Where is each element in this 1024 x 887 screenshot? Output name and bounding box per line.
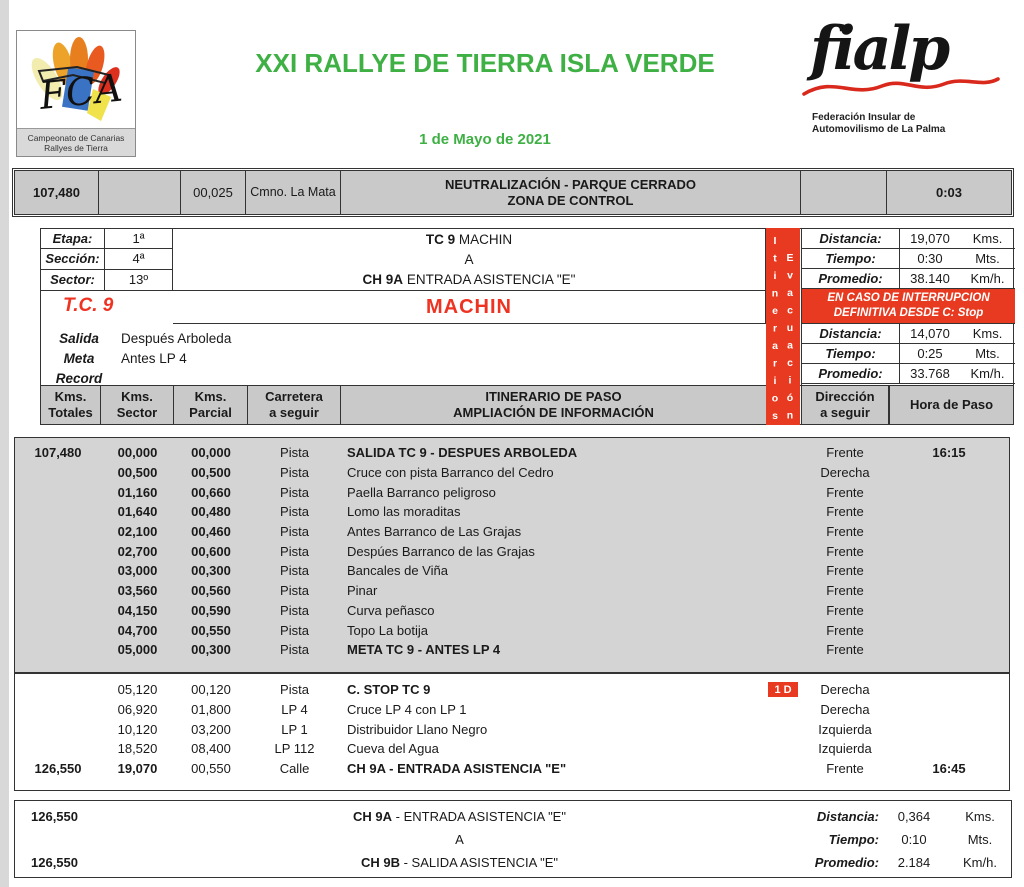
event-date: 1 de Mayo de 2021	[419, 131, 551, 148]
metric-value: 14,070	[910, 326, 950, 341]
cell-carretera: Pista	[280, 484, 309, 500]
route-summary	[173, 229, 766, 291]
cell-direccion: Frente	[826, 563, 864, 579]
header-line: a seguir	[820, 405, 870, 420]
itinerary-row	[15, 601, 1009, 621]
summary-metric-value: 0,364	[897, 809, 931, 824]
header-line: Dirección	[815, 389, 875, 404]
metric-label: Distancia:	[802, 324, 900, 343]
cell-kms-parcial: 00,480	[191, 504, 231, 520]
header-kms-parcial	[174, 386, 248, 424]
summary-row	[15, 805, 1011, 828]
cell-descripcion: Cruce LP 4 con LP 1	[347, 702, 467, 718]
itinerary-row	[15, 739, 1009, 759]
itinerary-row	[15, 719, 1009, 739]
interruption-notice	[802, 289, 1015, 324]
cell-kms-sector: 10,120	[117, 721, 158, 737]
stage-points	[45, 328, 545, 388]
meta-row	[45, 348, 545, 368]
cell-kms-parcial: 00,500	[191, 465, 231, 481]
stage-info-block	[40, 228, 1014, 385]
cell-badge	[753, 603, 801, 618]
summary-metric-label: Promedio:	[814, 855, 879, 870]
cell-badge	[753, 504, 801, 519]
cell-kms-parcial: 08,400	[191, 741, 231, 757]
itinerary-section-liaison	[14, 673, 1010, 791]
etapa-label: Etapa:	[41, 229, 105, 248]
sector-row	[41, 270, 172, 290]
cell-kms-parcial: 00,660	[191, 484, 231, 500]
cell-carretera: Pista	[280, 445, 309, 461]
cell-badge	[753, 761, 801, 776]
cell-badge	[753, 465, 801, 480]
fca-caption-line2: Rallyes de Tierra	[44, 142, 108, 153]
cell-kms-parcial: 00,560	[191, 583, 231, 599]
cell-hora: 16:45	[932, 761, 966, 777]
cell-badge	[753, 445, 801, 460]
cell-direccion: Frente	[826, 622, 864, 638]
cell-kms-sector: 00,000	[117, 445, 158, 461]
cell-badge	[753, 702, 801, 717]
metric-value: 0:25	[917, 346, 943, 361]
scan-edge	[0, 0, 9, 887]
fialp-caption	[812, 112, 945, 135]
neutral-title-line2: ZONA DE CONTROL	[507, 192, 634, 208]
route-from-code: TC 9	[425, 232, 456, 247]
summary-metric-unit: Km/h.	[963, 855, 997, 870]
cell-direccion: Izquierda	[818, 741, 872, 757]
cell-kms-sector: 02,100	[117, 524, 158, 540]
cell-carretera: Pista	[280, 682, 309, 698]
neutral-kms-sector	[99, 171, 181, 214]
itinerary-row	[15, 443, 1009, 463]
record-label: Record	[55, 370, 103, 386]
direction-badge: 1 D	[768, 682, 798, 697]
metric-value: 38.140	[910, 271, 950, 286]
header-carretera	[248, 386, 341, 424]
cell-kms-parcial: 00,300	[191, 563, 231, 579]
salida-row	[45, 328, 545, 348]
neutral-kms-parcial: 00,025	[181, 171, 246, 214]
cell-carretera: Pista	[280, 602, 309, 618]
summary-metric-value: 0:10	[901, 832, 927, 847]
summary-code: CH 9B	[360, 855, 400, 870]
tc-name-cell	[173, 291, 766, 324]
cell-badge	[753, 544, 801, 559]
cell-carretera: Pista	[280, 524, 309, 540]
header-direccion	[801, 386, 889, 424]
neutral-kms-totales: 107,480	[15, 171, 99, 214]
cell-kms-sector: 00,500	[117, 465, 158, 481]
summary-metric-value: 2.184	[897, 855, 931, 870]
metric-label: Distancia:	[802, 229, 900, 248]
cell-badge	[753, 524, 801, 539]
itinerary-row	[15, 680, 1009, 700]
cell-descripcion: Distribuidor Llano Negro	[347, 721, 488, 737]
cell-badge	[753, 623, 801, 638]
neutral-title-line1: NEUTRALIZACIÓN - PARQUE CERRADO	[444, 176, 697, 192]
cell-descripcion: Antes Barranco de Las Grajas	[347, 524, 522, 540]
cell-carretera: Pista	[280, 465, 309, 481]
cell-kms-parcial: 00,000	[191, 445, 231, 461]
cell-descripcion: Cueva del Agua	[347, 741, 439, 757]
metric-value: 19,070	[910, 231, 950, 246]
route-link: A	[464, 252, 474, 267]
cell-kms-sector: 04,150	[117, 602, 158, 618]
itinerary-row	[15, 502, 1009, 522]
cell-badge	[753, 642, 801, 657]
summary-rest: A	[455, 832, 464, 847]
summary-rest: - ENTRADA ASISTENCIA "E"	[392, 809, 566, 824]
metric-unit: Km/h.	[970, 366, 1005, 381]
cell-descripcion: C. STOP TC 9	[347, 682, 431, 698]
cell-direccion: Frente	[826, 642, 864, 658]
header-line: Kms.	[194, 389, 227, 404]
itinerary-row	[15, 561, 1009, 581]
assistance-summary-block	[14, 800, 1012, 878]
metric-value: 0:30	[917, 251, 943, 266]
cell-badge	[753, 722, 801, 737]
cell-descripcion: Despúes Barranco de las Grajas	[347, 543, 535, 559]
cell-kms-parcial: 03,200	[191, 721, 231, 737]
itinerary-row	[15, 522, 1009, 542]
cell-kms-parcial: 00,590	[191, 602, 231, 618]
cell-carretera: LP 4	[281, 702, 308, 718]
metric-unit: Kms.	[972, 231, 1003, 246]
itinerary-row	[15, 640, 1009, 660]
cell-direccion: Izquierda	[818, 721, 872, 737]
cell-direccion: Frente	[826, 504, 864, 520]
cell-badge	[753, 563, 801, 578]
header-line: Kms.	[121, 389, 153, 404]
cell-descripcion: CH 9A - ENTRADA ASISTENCIA "E"	[347, 761, 567, 777]
cell-descripcion: Paella Barranco peligroso	[347, 484, 496, 500]
cell-carretera: Pista	[280, 642, 309, 658]
band-word-itinerarios: Itinerarios	[769, 235, 781, 428]
metric-row	[802, 364, 1015, 384]
metric-row	[802, 229, 1015, 249]
metric-value: 33.768	[910, 366, 950, 381]
notice-line1: EN CASO DE INTERRUPCION	[827, 292, 990, 304]
cell-descripcion: Lomo las moraditas	[347, 504, 461, 520]
cell-kms-parcial: 00,460	[191, 524, 231, 540]
metric-row	[802, 269, 1015, 289]
itinerary-table-header	[40, 385, 1014, 425]
fialp-caption-line1: Federación Insular de	[812, 112, 916, 123]
metric-unit: Mts.	[975, 346, 1000, 361]
fca-caption-line1: Campeonato de Canarias	[27, 132, 125, 143]
cell-descripcion: SALIDA TC 9 - DESPUES ARBOLEDA	[347, 445, 578, 461]
summary-row	[15, 828, 1011, 851]
cell-kms-sector: 03,000	[117, 563, 158, 579]
neutralization-row	[14, 170, 1012, 215]
cell-carretera: LP 1	[281, 721, 308, 737]
cell-direccion: Frente	[826, 761, 864, 777]
cell-carretera: Pista	[280, 622, 309, 638]
cell-carretera: Pista	[280, 563, 309, 579]
metric-label: Tiempo:	[802, 249, 900, 268]
fca-logo	[16, 30, 136, 157]
summary-metric-label: Distancia:	[816, 809, 879, 824]
seccion-value: 4ª	[132, 251, 145, 267]
cell-badge	[753, 485, 801, 500]
cell-carretera: Calle	[279, 761, 310, 777]
fialp-wordmark: fialp	[810, 14, 948, 84]
itinerary-row	[15, 700, 1009, 720]
cell-direccion: Frente	[826, 524, 864, 540]
itinerary-row	[15, 541, 1009, 561]
fca-flame-graphic	[17, 31, 135, 128]
summary-code: CH 9A	[353, 809, 393, 824]
cell-kms-parcial: 00,550	[191, 761, 231, 777]
header-line: Sector	[116, 405, 158, 420]
cell-kms-sector: 04,700	[117, 622, 158, 638]
metric-unit: Kms.	[972, 326, 1003, 341]
metric-row	[802, 344, 1015, 364]
seccion-row	[41, 249, 172, 269]
metric-row	[802, 324, 1015, 344]
cell-carretera: Pista	[280, 504, 309, 520]
cell-kms-sector: 01,160	[117, 484, 158, 500]
metric-label: Promedio:	[802, 269, 900, 288]
cell-direccion: Frente	[826, 543, 864, 559]
svg-text:FCA: FCA	[37, 65, 125, 118]
summary-rest: - SALIDA ASISTENCIA "E"	[399, 855, 559, 870]
cell-kms-sector: 01,640	[117, 504, 158, 520]
cell-kms-parcial: 00,550	[191, 622, 231, 638]
fca-caption	[17, 128, 135, 156]
sector-label: Sector:	[41, 270, 105, 290]
summary-kms: 126,550	[31, 809, 78, 824]
cell-carretera: LP 112	[274, 741, 315, 757]
neutral-carretera: Cmno. La Mata	[246, 171, 341, 214]
fialp-caption-line2: Automovilismo de La Palma	[812, 123, 946, 135]
cell-direccion: Derecha	[820, 702, 870, 718]
header-line: Kms.	[54, 389, 87, 404]
summary-row	[15, 851, 1011, 874]
fialp-red-squiggle	[800, 70, 1002, 104]
cell-hora: 16:15	[932, 445, 966, 461]
cell-kms-parcial: 00,600	[191, 543, 231, 559]
sector-value: 13º	[128, 272, 149, 288]
cell-carretera: Pista	[280, 583, 309, 599]
summary-desc	[135, 855, 784, 870]
itinerary-row	[15, 463, 1009, 483]
metric-unit: Km/h.	[970, 271, 1005, 286]
header-line: Hora de Paso	[909, 397, 994, 412]
header-hora	[889, 386, 1013, 424]
seccion-label: Sección:	[41, 249, 105, 268]
salida-value: Después Arboleda	[121, 330, 232, 346]
metric-row	[802, 249, 1015, 269]
header-line: ITINERARIO DE PASO	[485, 389, 622, 404]
cell-kms-parcial: 00,300	[191, 642, 231, 658]
itinerary-row	[15, 620, 1009, 640]
cell-descripcion: Curva peñasco	[347, 602, 435, 618]
cell-kms-sector: 06,920	[117, 702, 158, 718]
cell-kms-sector: 05,000	[117, 642, 158, 658]
metric-label: Tiempo:	[802, 344, 900, 363]
cell-badge	[753, 583, 801, 598]
cell-descripcion: META TC 9 - ANTES LP 4	[347, 642, 501, 658]
band-word-evacuacion: Evacuación	[784, 252, 796, 427]
header-line: a seguir	[269, 405, 319, 420]
cell-direccion: Frente	[826, 445, 864, 461]
header-line: Parcial	[189, 405, 232, 420]
itinerary-row	[15, 482, 1009, 502]
etapa-row	[41, 229, 172, 249]
cell-kms-parcial: 00,120	[191, 682, 231, 698]
header-line: AMPLIACIÓN DE INFORMACIÓN	[453, 405, 654, 420]
route-to-code: CH 9A	[362, 272, 404, 287]
metric-unit: Mts.	[975, 251, 1000, 266]
cell-kms-sector: 19,070	[117, 761, 158, 777]
cell-kms-totales: 126,550	[34, 761, 82, 777]
stage-mini-table	[41, 229, 173, 291]
summary-metric-unit: Kms.	[965, 809, 995, 824]
salida-label: Salida	[59, 330, 99, 346]
itinerary-row	[15, 759, 1009, 779]
route-from	[173, 230, 765, 250]
cell-kms-totales: 107,480	[34, 445, 82, 461]
summary-kms: 126,550	[31, 855, 78, 870]
cell-kms-sector: 05,120	[117, 682, 158, 698]
route-to	[173, 270, 765, 290]
summary-metric-label: Tiempo:	[828, 832, 879, 847]
cell-descripcion: Cruce con pista Barranco del Cedro	[347, 465, 554, 481]
itinerary-section-stage	[14, 437, 1010, 673]
cell-kms-sector: 03,560	[117, 583, 158, 599]
neutral-direccion	[801, 171, 887, 214]
fialp-logo	[788, 14, 1014, 158]
cell-direccion: Frente	[826, 602, 864, 618]
cell-direccion: Frente	[826, 583, 864, 599]
cell-descripcion: Pinar	[347, 583, 378, 599]
tc-number: T.C. 9	[63, 295, 114, 316]
summary-desc	[135, 809, 784, 824]
summary-metric-unit: Mts.	[967, 832, 993, 847]
neutral-title	[341, 171, 801, 214]
cell-kms-sector: 18,520	[117, 741, 158, 757]
cell-kms-parcial: 01,800	[191, 702, 231, 718]
cell-direccion: Derecha	[820, 682, 870, 698]
cell-descripcion: Topo La botija	[347, 622, 428, 638]
header-kms-sector	[101, 386, 174, 424]
cell-badge	[753, 741, 801, 756]
cell-badge	[753, 682, 801, 697]
header-line: Totales	[48, 405, 93, 420]
metrics-column	[801, 229, 1015, 386]
header-kms-totales	[41, 386, 101, 424]
cell-carretera: Pista	[280, 543, 309, 559]
route-to-name: ENTRADA ASISTENCIA "E"	[403, 272, 576, 287]
header-line: Carretera	[265, 389, 323, 404]
itinerary-evacuation-band	[766, 228, 800, 428]
cell-descripcion: Bancales de Viña	[347, 563, 448, 579]
meta-value: Antes LP 4	[121, 350, 187, 366]
etapa-value: 1ª	[132, 231, 145, 247]
summary-desc	[135, 832, 784, 847]
cell-kms-sector: 02,700	[117, 543, 158, 559]
notice-line2: DEFINITIVA DESDE C: Stop	[833, 307, 984, 319]
cell-direccion: Frente	[826, 484, 864, 500]
route-from-name: MACHIN	[455, 232, 513, 247]
event-title: XXI RALLYE DE TIERRA ISLA VERDE	[255, 48, 715, 78]
metric-label: Promedio:	[802, 364, 900, 383]
header-itinerario	[341, 386, 767, 424]
cell-direccion: Derecha	[820, 465, 870, 481]
tc-name: MACHIN	[426, 295, 512, 318]
meta-label: Meta	[63, 350, 95, 366]
itinerary-row	[15, 581, 1009, 601]
neutral-hora: 0:03	[935, 185, 963, 200]
